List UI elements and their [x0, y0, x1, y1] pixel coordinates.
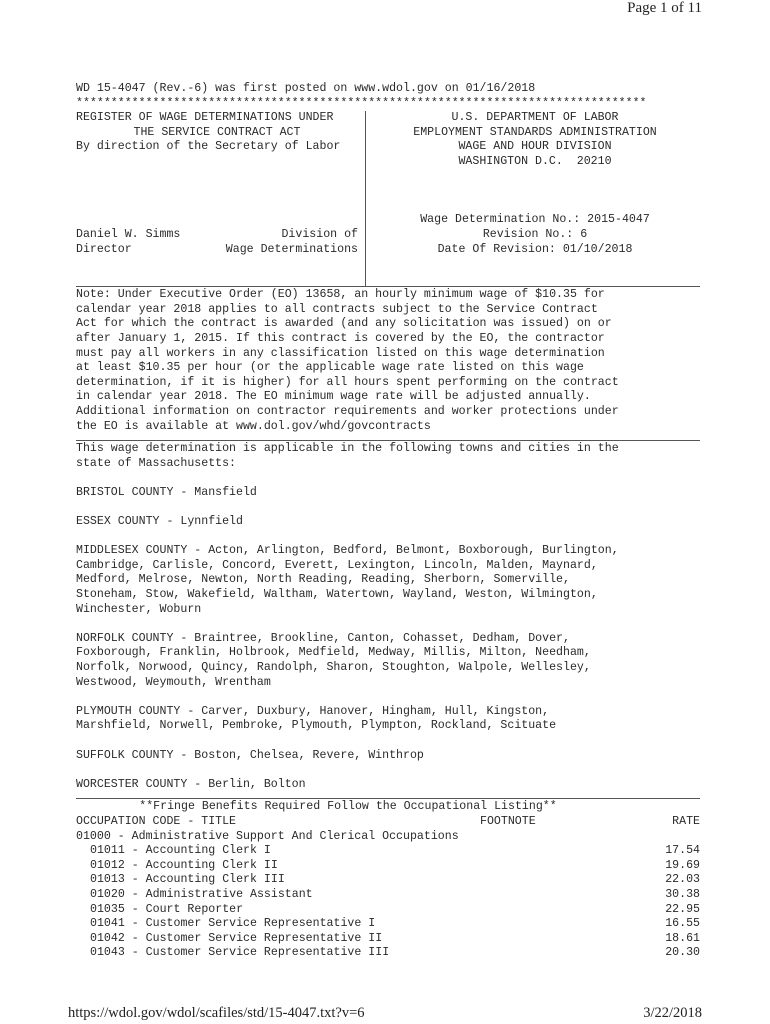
table-row	[76, 903, 700, 918]
occupation-rate: 20.30	[665, 946, 700, 960]
note-line: must pay all workers in any classification listed on this wage determination	[76, 346, 605, 360]
county-line: WORCESTER COUNTY - Berlin, Bolton	[76, 777, 306, 791]
table-row	[76, 946, 700, 961]
county-line: NORFOLK COUNTY - Braintree, Brookline, Canton, Cohasset, Dedham, Dover,	[76, 631, 570, 645]
occupation-rate: 18.61	[665, 931, 700, 945]
register-header	[76, 111, 700, 286]
table-row	[76, 917, 700, 932]
applicable-line: state of Massachusetts:	[76, 456, 237, 470]
occupation-title: 01012 - Accounting Clerk II	[90, 858, 278, 872]
county-line: Westwood, Weymouth, Wrentham	[76, 675, 271, 689]
revision-date: Date Of Revision: 01/10/2018	[437, 242, 633, 256]
county-worcester	[76, 778, 700, 793]
header-rate: RATE	[672, 814, 700, 828]
divider	[76, 798, 700, 799]
revision-number: Revision No.: 6	[482, 227, 588, 241]
stars-divider: **********************************************************************************	[76, 96, 647, 110]
wd-number: Wage Determination No.: 2015-4047	[420, 213, 650, 227]
occupation-title: 01043 - Customer Service Representative III	[90, 946, 390, 960]
first-posted-line: WD 15-4047 (Rev.-6) was first posted on www.wdol.gov on 01/16/2018	[76, 82, 536, 95]
county-essex	[76, 515, 700, 530]
county-line: Cambridge, Carlisle, Concord, Everett, Lexington, Lincoln, Malden, Maynard,	[76, 558, 598, 572]
occupation-title: 01042 - Customer Service Representative II	[90, 931, 383, 945]
occupation-rate: 17.54	[665, 844, 700, 858]
note-line: at least $10.35 per hour (or the applicable wage rate listed on this wage	[76, 361, 584, 375]
occupation-group: 01000 - Administrative Support And Clerical Occupations	[76, 829, 459, 843]
table-row	[76, 859, 700, 874]
table-row	[76, 844, 700, 859]
county-bristol	[76, 486, 700, 501]
county-line: Stoneham, Stow, Wakefield, Waltham, Watertown, Wayland, Weston, Wilmington,	[76, 588, 598, 602]
divider	[76, 440, 700, 441]
county-line: Medford, Melrose, Newton, North Reading, Reading, Sherborn, Somerville,	[76, 573, 570, 587]
fringe-benefits-note: **Fringe Benefits Required Follow the Occupational Listing**	[139, 800, 557, 814]
table-row	[76, 932, 700, 947]
county-line: MIDDLESEX COUNTY - Acton, Arlington, Bedford, Belmont, Boxborough, Burlington,	[76, 544, 619, 558]
county-line: Norfolk, Norwood, Quincy, Randolph, Sharon, Stoughton, Walpole, Wellesley,	[76, 661, 591, 675]
header-right	[372, 111, 698, 257]
table-row	[76, 888, 700, 903]
occupation-title: 01013 - Accounting Clerk III	[90, 873, 285, 887]
occupation-title: 01020 - Administrative Assistant	[90, 887, 313, 901]
washington-dc: WASHINGTON D.C. 20210	[458, 154, 612, 168]
director-name: Daniel W. Simms	[76, 227, 181, 241]
county-line: ESSEX COUNTY - Lynnfield	[76, 515, 243, 529]
secretary-direction: By direction of the Secretary of Labor	[76, 140, 341, 154]
applicable-line: This wage determination is applicable in the following towns and cities in the	[76, 442, 619, 456]
occupation-title: 01041 - Customer Service Representative I	[90, 917, 376, 931]
director-row-2	[76, 243, 358, 258]
county-middlesex	[76, 544, 700, 617]
county-norfolk	[76, 632, 700, 690]
header-title: OCCUPATION CODE - TITLE	[76, 814, 237, 828]
occupation-rate: 30.38	[665, 887, 700, 901]
applicability-section	[76, 442, 700, 792]
occupation-rate: 22.95	[665, 902, 700, 916]
county-line: Foxborough, Franklin, Holbrook, Medfield, Medway, Millis, Milton, Needham,	[76, 646, 591, 660]
director-row-1	[76, 228, 358, 243]
occupation-title: 01011 - Accounting Clerk I	[90, 844, 271, 858]
note-line: calendar year 2018 applies to all contracts subject to the Service Contract	[76, 302, 598, 316]
county-line: BRISTOL COUNTY - Mansfield	[76, 485, 257, 499]
note-line: Note: Under Executive Order (EO) 13658, an hourly minimum wage of $10.35 for	[76, 288, 605, 302]
county-line: PLYMOUTH COUNTY - Carver, Duxbury, Hanover, Hingham, Hull, Kingston,	[76, 704, 550, 718]
note-line: in calendar year 2018. The EO minimum wage rate will be adjusted annually.	[76, 390, 591, 404]
footer-date: 3/22/2018	[643, 1005, 702, 1021]
register-title: REGISTER OF WAGE DETERMINATIONS UNDER	[76, 111, 334, 125]
division-line-1: Division of	[281, 227, 358, 241]
occupation-rate: 19.69	[665, 858, 700, 872]
note-line: determination, if it is higher) for all hours spent performing on the contract	[76, 375, 619, 389]
note-line: after January 1, 2015. If this contract is covered by the EO, the contractor	[76, 331, 605, 345]
county-suffolk	[76, 749, 700, 764]
note-line: the EO is available at www.dol.gov/whd/govcontracts	[76, 419, 431, 433]
table-row	[76, 873, 700, 888]
occupation-listing	[76, 800, 700, 961]
header-vertical-divider	[365, 111, 366, 286]
employment-standards: EMPLOYMENT STANDARDS ADMINISTRATION	[413, 125, 657, 139]
county-plymouth	[76, 705, 700, 734]
page-number: Page 1 of 11	[627, 0, 702, 16]
service-contract-act: THE SERVICE CONTRACT ACT	[133, 125, 301, 139]
note-line: Act for which the contract is awarded (and any solicitation was issued) on or	[76, 317, 612, 331]
header-footnote: FOOTNOTE	[480, 814, 536, 828]
dept-of-labor: U.S. DEPARTMENT OF LABOR	[451, 111, 619, 125]
note-line: Additional information on contractor requirements and worker protections under	[76, 404, 619, 418]
county-line: SUFFOLK COUNTY - Boston, Chelsea, Revere, Winthrop	[76, 748, 424, 762]
county-line: Marshfield, Norwell, Pembroke, Plymouth, Plympton, Rockland, Scituate	[76, 719, 557, 733]
header-left	[76, 111, 358, 257]
county-line: Winchester, Woburn	[76, 602, 202, 616]
occupation-rate: 16.55	[665, 917, 700, 931]
director-title: Director	[76, 242, 132, 256]
footer-url: https://wdol.gov/wdol/scafiles/std/15-4047.txt?v=6	[68, 1005, 365, 1021]
divider	[76, 286, 700, 287]
eo-note	[76, 288, 700, 434]
occupation-header-row	[76, 815, 700, 830]
occupation-rate: 22.03	[665, 873, 700, 887]
occupation-title: 01035 - Court Reporter	[90, 902, 244, 916]
division-line-2: Wage Determinations	[225, 242, 358, 256]
wage-hour-division: WAGE AND HOUR DIVISION	[458, 140, 612, 154]
wage-determination-document	[76, 82, 700, 961]
